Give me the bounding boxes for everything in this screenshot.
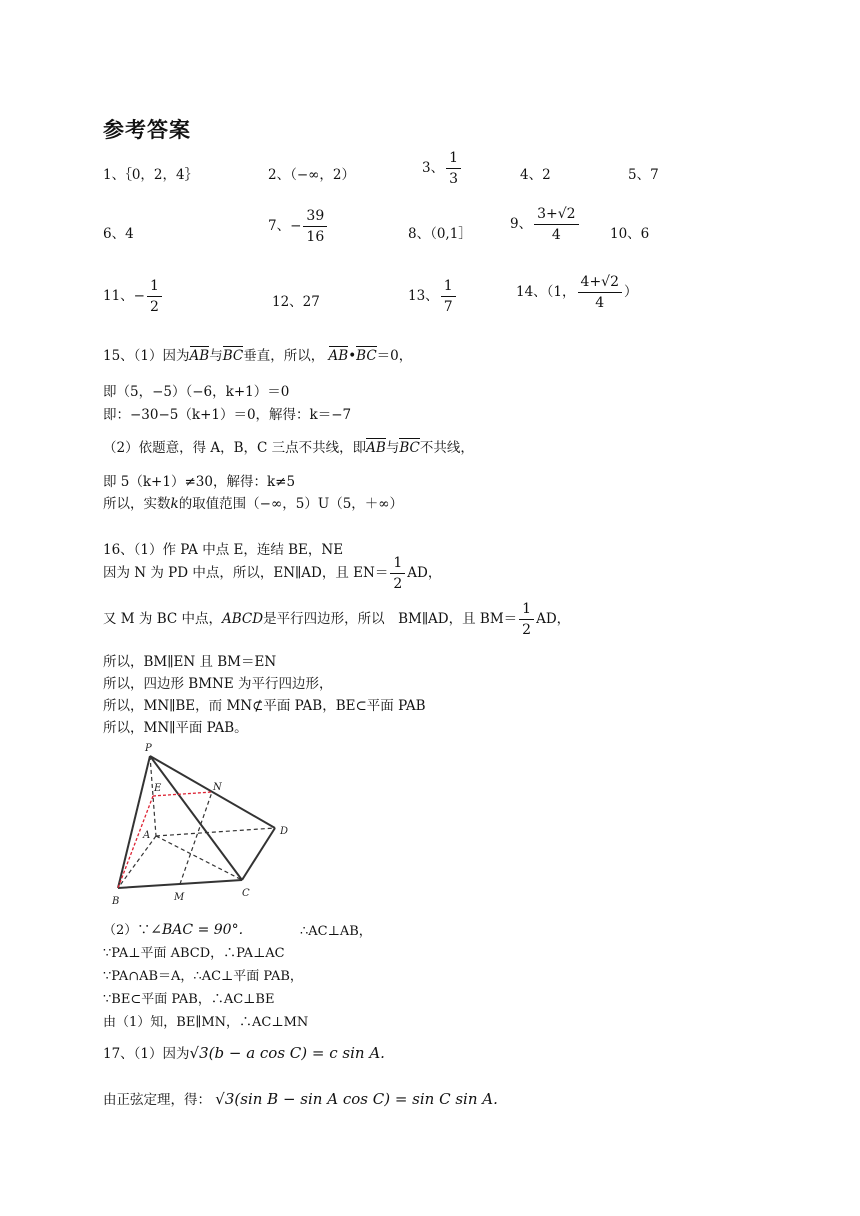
fraction-numerator: 1 bbox=[147, 278, 162, 297]
q15-text: 不共线， bbox=[419, 440, 474, 456]
segment-be bbox=[118, 796, 153, 888]
edge-cd bbox=[242, 828, 275, 880]
fraction-denominator: 2 bbox=[150, 299, 159, 316]
vector-bc: BC bbox=[399, 440, 420, 456]
answer-14-suffix: ） bbox=[624, 284, 638, 301]
edge-ac bbox=[156, 836, 242, 880]
edge-pb bbox=[118, 756, 150, 888]
q15-line-4 bbox=[103, 436, 474, 456]
answer-13 bbox=[408, 278, 458, 315]
q17-line-1 bbox=[103, 1042, 385, 1062]
q16-line-6: 所以，MN∥BE，而 MN⊄平面 PAB，BE⊂平面 PAB bbox=[103, 698, 426, 714]
edge-ad bbox=[156, 828, 275, 836]
q16-part2-line-2: ∵PA⊥平面 ABCD，∴PA⊥AC bbox=[103, 946, 285, 961]
q16-text: AD， bbox=[407, 565, 442, 582]
q16-part2-line-3: ∵PA∩AB＝A，∴AC⊥平面 PAB， bbox=[103, 969, 303, 984]
segment-mn bbox=[180, 792, 212, 884]
pyramid-figure bbox=[100, 738, 300, 908]
label-a: A bbox=[143, 830, 151, 841]
label-b: B bbox=[112, 896, 120, 907]
dot-operator: • bbox=[348, 348, 357, 364]
fraction-denominator: 2 bbox=[393, 576, 403, 593]
vector-ab: AB bbox=[328, 348, 349, 364]
fraction-denominator: 3 bbox=[449, 171, 459, 188]
q17-text: 17、（1）因为 bbox=[103, 1046, 190, 1062]
answer-13-prefix: 13、 bbox=[408, 288, 439, 305]
fraction-numerator: 1 bbox=[446, 150, 461, 169]
answer-12: 12、27 bbox=[272, 294, 320, 310]
q15-text: ＝0， bbox=[376, 348, 413, 364]
answer-9-prefix: 9、 bbox=[510, 216, 533, 233]
answer-14-prefix: 14、（1， bbox=[516, 284, 576, 301]
abcd-label: ABCD bbox=[222, 611, 264, 628]
q16-line-5: 所以，四边形 BMNE 为平行四边形， bbox=[103, 676, 333, 692]
vector-ab: AB bbox=[189, 348, 210, 364]
q16-text: 因为 N 为 PD 中点，所以，EN∥AD，且 EN＝ bbox=[103, 565, 389, 582]
fraction-numerator: 3+√2 bbox=[534, 206, 578, 225]
q15-text: 15、（1）因为 bbox=[103, 348, 190, 364]
fraction-denominator: 4 bbox=[595, 295, 605, 312]
fraction-numerator: 1 bbox=[441, 278, 456, 297]
fraction-denominator: 2 bbox=[522, 622, 532, 639]
answer-14 bbox=[516, 274, 638, 311]
q15-text: （2）依题意，得 A，B，C 三点不共线，即 bbox=[103, 440, 367, 456]
q16-line-2 bbox=[103, 555, 441, 592]
q16-part2-line-1 bbox=[103, 919, 243, 938]
q15-text: 所以，实数 bbox=[103, 496, 171, 512]
segment-en bbox=[153, 792, 212, 796]
q15-text: 的取值范围（−∞，5）U（5，＋∞） bbox=[178, 496, 404, 512]
answer-6: 6、4 bbox=[103, 226, 134, 242]
page-title: 参考答案 bbox=[103, 118, 191, 142]
vector-bc: BC bbox=[222, 348, 244, 364]
label-m: M bbox=[174, 892, 185, 903]
edge-pc bbox=[150, 756, 242, 880]
answer-5: 5、7 bbox=[628, 167, 659, 183]
fraction-denominator: 16 bbox=[306, 229, 325, 246]
answer-2: 2、（−∞，2） bbox=[268, 167, 355, 183]
q15-line-3: 即：−30−5（k+1）＝0，解得：k＝−7 bbox=[103, 407, 352, 423]
q16-line-3 bbox=[103, 601, 570, 638]
fraction-numerator: 4+√2 bbox=[578, 274, 622, 293]
answer-13-fraction bbox=[441, 278, 456, 315]
answer-4: 4、2 bbox=[520, 167, 551, 183]
answer-7-prefix: 7、− bbox=[268, 218, 302, 235]
q16-part2-line-5: 由（1）知，BE∥MN，∴AC⊥MN bbox=[103, 1015, 309, 1030]
q15-line-2: 即（5，−5）（−6，k+1）＝0 bbox=[103, 384, 290, 400]
answer-11 bbox=[103, 278, 164, 315]
q17-text: 由正弦定理，得： bbox=[103, 1092, 211, 1108]
answer-3 bbox=[422, 150, 463, 187]
q15-line-1 bbox=[103, 344, 412, 364]
q17-equation-2: √3(sin B − sin A cos C) = sin C sin A. bbox=[215, 1090, 498, 1108]
q16-part2-conclusion: ∴AC⊥AB， bbox=[300, 924, 372, 939]
answer-7-fraction bbox=[303, 208, 327, 245]
vector-ab: AB bbox=[366, 440, 386, 456]
q15-text: 垂直，所以， bbox=[243, 348, 325, 364]
q16-text: 又 M 为 BC 中点， bbox=[103, 611, 222, 628]
fraction-numerator: 39 bbox=[303, 208, 327, 227]
q16-part2-line-4: ∵BE⊂平面 PAB，∴AC⊥BE bbox=[103, 992, 275, 1007]
q16-text: AD， bbox=[536, 611, 571, 628]
label-p: P bbox=[145, 743, 152, 754]
answer-3-prefix: 3、 bbox=[422, 160, 445, 177]
fraction-denominator: 7 bbox=[443, 299, 453, 316]
answer-11-fraction bbox=[147, 278, 162, 315]
fraction-half bbox=[519, 601, 534, 638]
q15-text: 与 bbox=[209, 348, 223, 364]
answer-3-fraction bbox=[446, 150, 461, 187]
label-n: N bbox=[213, 782, 222, 793]
label-c: C bbox=[242, 888, 250, 899]
answer-9-fraction bbox=[534, 206, 578, 243]
q17-equation-1: √3(b − a cos C) = c sin A. bbox=[189, 1044, 385, 1062]
label-d: D bbox=[280, 826, 289, 837]
q15-line-6 bbox=[103, 492, 403, 512]
answer-9 bbox=[510, 206, 581, 243]
answer-7 bbox=[268, 208, 329, 245]
answer-14-fraction bbox=[578, 274, 622, 311]
angle-statement: ∠BAC = 90°. bbox=[150, 922, 244, 938]
answer-11-prefix: 11、− bbox=[103, 288, 145, 305]
label-e: E bbox=[154, 783, 162, 794]
variable-k: k bbox=[170, 496, 179, 512]
fraction-numerator: 1 bbox=[519, 601, 534, 620]
answer-8: 8、（0,1］ bbox=[408, 226, 472, 242]
q16-text: （2）∵ bbox=[103, 923, 151, 938]
q16-text: 是平行四边形，所以 BM∥AD，且 BM＝ bbox=[263, 611, 518, 628]
q16-line-4: 所以，BM∥EN 且 BM＝EN bbox=[103, 654, 277, 670]
vector-bc: BC bbox=[356, 348, 377, 364]
q16-line-7: 所以，MN∥平面 PAB。 bbox=[103, 720, 248, 736]
fraction-half bbox=[390, 555, 405, 592]
fraction-denominator: 4 bbox=[551, 227, 561, 244]
q16-line-1: 16、（1）作 PA 中点 E，连结 BE，NE bbox=[103, 542, 344, 558]
q15-line-5: 即 5（k+1）≠30，解得：k≠5 bbox=[103, 474, 296, 490]
answer-1: 1、｛0，2，4｝ bbox=[103, 167, 199, 183]
q15-text: 与 bbox=[385, 440, 400, 456]
fraction-numerator: 1 bbox=[390, 555, 405, 574]
q17-line-2 bbox=[103, 1088, 498, 1108]
answer-10: 10、6 bbox=[610, 226, 650, 242]
